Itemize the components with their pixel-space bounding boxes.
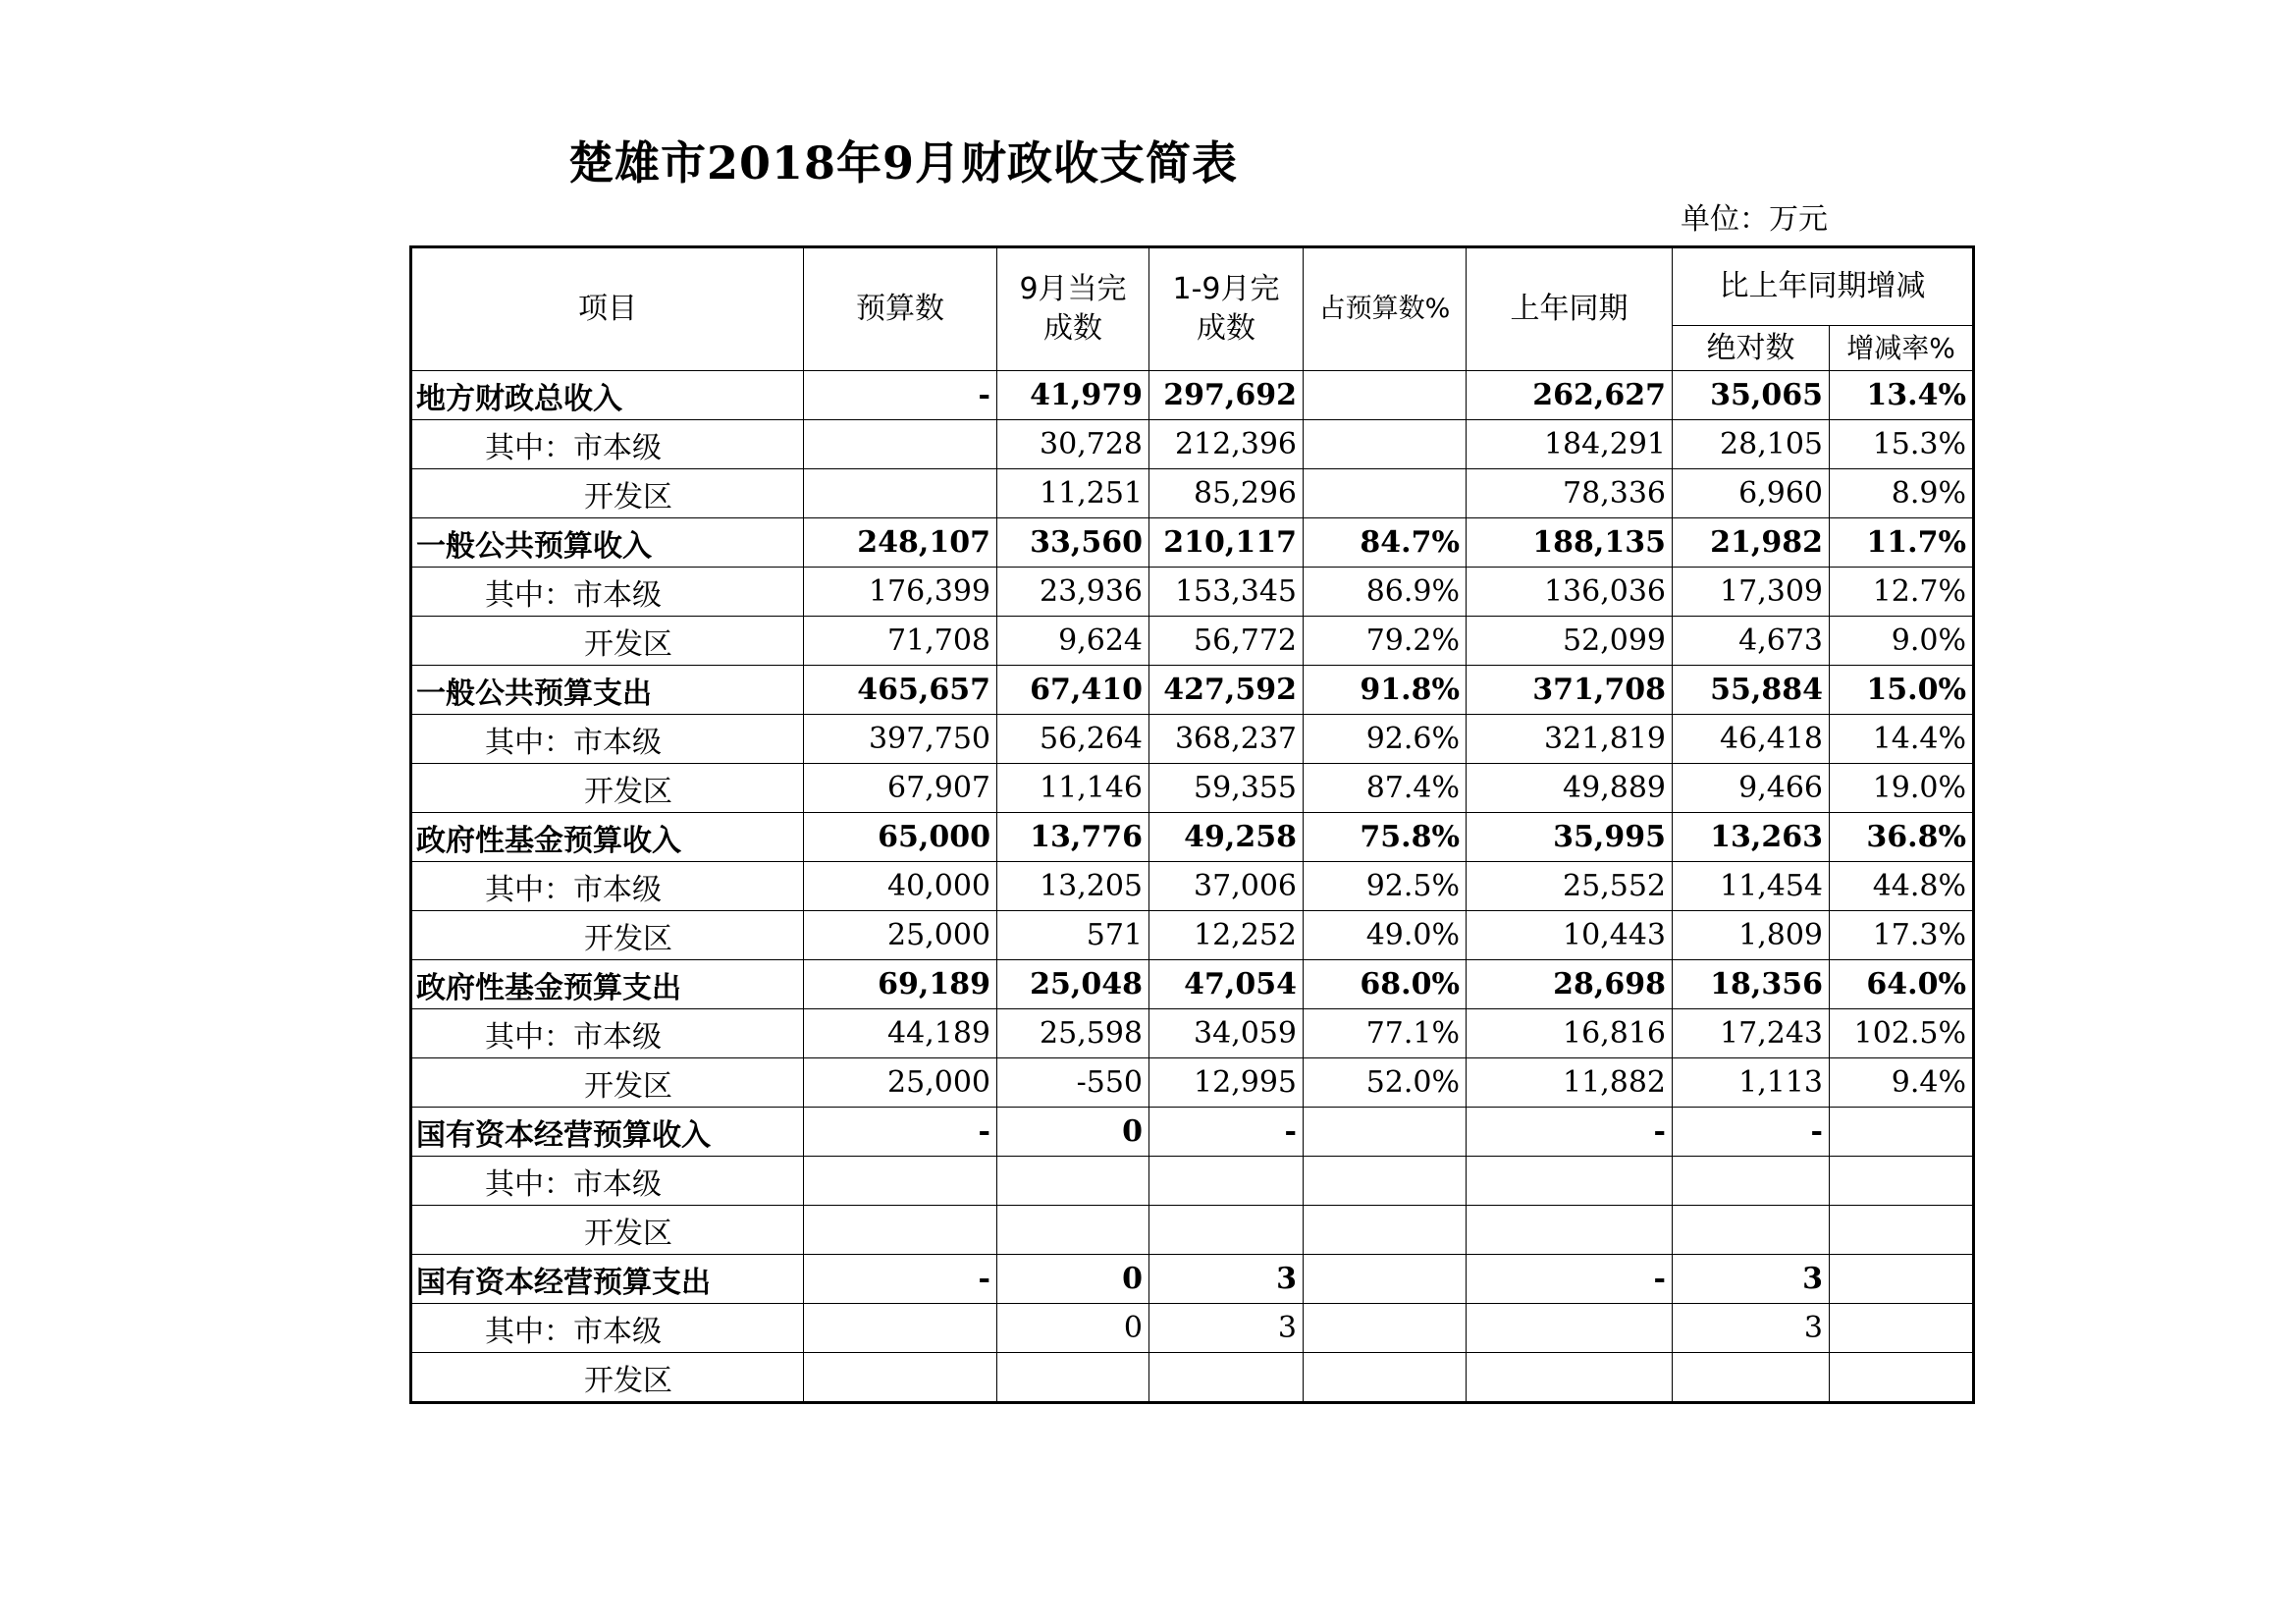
cell-rate: 9.4%: [1830, 1058, 1974, 1108]
table-row: [411, 1304, 1974, 1353]
cell-last: 28,698: [1467, 960, 1673, 1009]
cell-last: [1467, 1353, 1673, 1403]
cell-name: 地方财政总收入: [411, 371, 804, 420]
cell-sep: -550: [997, 1058, 1149, 1108]
header-sep-done: [997, 247, 1149, 371]
cell-last: 262,627: [1467, 371, 1673, 420]
cell-ytd: 12,995: [1149, 1058, 1304, 1108]
cell-budget: 25,000: [804, 911, 997, 960]
cell-last: 136,036: [1467, 568, 1673, 617]
cell-name: 政府性基金预算收入: [411, 813, 804, 862]
cell-pct: 75.8%: [1304, 813, 1467, 862]
cell-rate: 9.0%: [1830, 617, 1974, 666]
cell-sep: 30,728: [997, 420, 1149, 469]
cell-name: 其中：市本级: [411, 715, 804, 764]
cell-rate: 44.8%: [1830, 862, 1974, 911]
table-row: [411, 1255, 1974, 1304]
cell-ytd: 210,117: [1149, 518, 1304, 568]
cell-last: -: [1467, 1255, 1673, 1304]
cell-name: 开发区: [411, 469, 804, 518]
table-row: [411, 1353, 1974, 1403]
cell-rate: [1830, 1157, 1974, 1206]
cell-rate: 102.5%: [1830, 1009, 1974, 1058]
cell-last: [1467, 1206, 1673, 1255]
cell-ytd: 56,772: [1149, 617, 1304, 666]
cell-ytd: [1149, 1353, 1304, 1403]
cell-budget: [804, 469, 997, 518]
cell-name: 一般公共预算支出: [411, 666, 804, 715]
cell-ytd: 49,258: [1149, 813, 1304, 862]
cell-ytd: 37,006: [1149, 862, 1304, 911]
cell-pct: 92.5%: [1304, 862, 1467, 911]
cell-pct: 52.0%: [1304, 1058, 1467, 1108]
cell-abs: [1673, 1206, 1830, 1255]
cell-abs: [1673, 1353, 1830, 1403]
cell-rate: 11.7%: [1830, 518, 1974, 568]
cell-rate: 36.8%: [1830, 813, 1974, 862]
cell-last: 49,889: [1467, 764, 1673, 813]
cell-name: 开发区: [411, 1206, 804, 1255]
cell-name: 开发区: [411, 1353, 804, 1403]
cell-pct: [1304, 1353, 1467, 1403]
cell-last: 35,995: [1467, 813, 1673, 862]
cell-sep: [997, 1157, 1149, 1206]
cell-rate: [1830, 1304, 1974, 1353]
cell-budget: [804, 1157, 997, 1206]
cell-sep: 0: [997, 1255, 1149, 1304]
cell-pct: 87.4%: [1304, 764, 1467, 813]
cell-ytd: 59,355: [1149, 764, 1304, 813]
cell-sep: 13,205: [997, 862, 1149, 911]
cell-ytd: 153,345: [1149, 568, 1304, 617]
cell-abs: 46,418: [1673, 715, 1830, 764]
cell-rate: 17.3%: [1830, 911, 1974, 960]
table-row: [411, 960, 1974, 1009]
cell-budget: 40,000: [804, 862, 997, 911]
cell-rate: 15.3%: [1830, 420, 1974, 469]
table-row: [411, 1206, 1974, 1255]
cell-abs: 55,884: [1673, 666, 1830, 715]
cell-name: 一般公共预算收入: [411, 518, 804, 568]
cell-name: 其中：市本级: [411, 568, 804, 617]
cell-ytd: 12,252: [1149, 911, 1304, 960]
cell-pct: [1304, 1108, 1467, 1157]
cell-abs: 13,263: [1673, 813, 1830, 862]
cell-last: 321,819: [1467, 715, 1673, 764]
cell-sep: 11,251: [997, 469, 1149, 518]
cell-last: [1467, 1304, 1673, 1353]
table-row: [411, 420, 1974, 469]
cell-abs: -: [1673, 1108, 1830, 1157]
cell-rate: 64.0%: [1830, 960, 1974, 1009]
cell-sep: 33,560: [997, 518, 1149, 568]
cell-name: 其中：市本级: [411, 862, 804, 911]
cell-sep: 13,776: [997, 813, 1149, 862]
cell-abs: 6,960: [1673, 469, 1830, 518]
cell-name: 其中：市本级: [411, 1304, 804, 1353]
cell-ytd: [1149, 1157, 1304, 1206]
cell-sep: 67,410: [997, 666, 1149, 715]
cell-rate: 14.4%: [1830, 715, 1974, 764]
cell-sep: 571: [997, 911, 1149, 960]
cell-ytd: 85,296: [1149, 469, 1304, 518]
cell-pct: 77.1%: [1304, 1009, 1467, 1058]
table-row: [411, 666, 1974, 715]
cell-ytd: 212,396: [1149, 420, 1304, 469]
table-row: [411, 764, 1974, 813]
cell-pct: 92.6%: [1304, 715, 1467, 764]
cell-last: 371,708: [1467, 666, 1673, 715]
cell-last: 188,135: [1467, 518, 1673, 568]
cell-ytd: 3: [1149, 1255, 1304, 1304]
cell-budget: 465,657: [804, 666, 997, 715]
cell-ytd: 427,592: [1149, 666, 1304, 715]
table-row: [411, 617, 1974, 666]
cell-pct: [1304, 1304, 1467, 1353]
cell-budget: -: [804, 1255, 997, 1304]
finance-table: [409, 245, 1975, 1404]
cell-ytd: 368,237: [1149, 715, 1304, 764]
cell-last: 10,443: [1467, 911, 1673, 960]
cell-pct: 84.7%: [1304, 518, 1467, 568]
cell-abs: 35,065: [1673, 371, 1830, 420]
table-row: [411, 1157, 1974, 1206]
cell-abs: [1673, 1157, 1830, 1206]
cell-name: 开发区: [411, 911, 804, 960]
cell-pct: 86.9%: [1304, 568, 1467, 617]
table-row: [411, 911, 1974, 960]
table-row: [411, 568, 1974, 617]
cell-last: [1467, 1157, 1673, 1206]
cell-sep: 25,048: [997, 960, 1149, 1009]
cell-budget: 44,189: [804, 1009, 997, 1058]
cell-abs: 11,454: [1673, 862, 1830, 911]
cell-rate: 15.0%: [1830, 666, 1974, 715]
cell-name: 其中：市本级: [411, 420, 804, 469]
cell-ytd: 47,054: [1149, 960, 1304, 1009]
cell-abs: 3: [1673, 1304, 1830, 1353]
cell-pct: [1304, 420, 1467, 469]
cell-ytd: [1149, 1206, 1304, 1255]
cell-pct: 49.0%: [1304, 911, 1467, 960]
cell-abs: 1,113: [1673, 1058, 1830, 1108]
cell-ytd: 3: [1149, 1304, 1304, 1353]
cell-pct: 79.2%: [1304, 617, 1467, 666]
cell-sep: [997, 1206, 1149, 1255]
cell-pct: [1304, 371, 1467, 420]
cell-name: 其中：市本级: [411, 1157, 804, 1206]
cell-rate: 13.4%: [1830, 371, 1974, 420]
cell-sep: 41,979: [997, 371, 1149, 420]
cell-pct: 68.0%: [1304, 960, 1467, 1009]
cell-rate: 8.9%: [1830, 469, 1974, 518]
cell-budget: -: [804, 1108, 997, 1157]
cell-name: 政府性基金预算支出: [411, 960, 804, 1009]
cell-sep: [997, 1353, 1149, 1403]
header-ytd-done: [1149, 247, 1304, 371]
cell-last: 184,291: [1467, 420, 1673, 469]
cell-budget: 176,399: [804, 568, 997, 617]
header-abs: 绝对数: [1673, 326, 1830, 371]
cell-rate: [1830, 1206, 1974, 1255]
cell-abs: 18,356: [1673, 960, 1830, 1009]
cell-name: 开发区: [411, 617, 804, 666]
header-rate: 增减率%: [1830, 326, 1974, 371]
cell-sep: 9,624: [997, 617, 1149, 666]
cell-budget: 25,000: [804, 1058, 997, 1108]
cell-sep: 11,146: [997, 764, 1149, 813]
cell-ytd: 297,692: [1149, 371, 1304, 420]
header-budget: 预算数: [804, 247, 997, 371]
cell-rate: 19.0%: [1830, 764, 1974, 813]
cell-sep: 0: [997, 1108, 1149, 1157]
cell-name: 开发区: [411, 1058, 804, 1108]
cell-abs: 28,105: [1673, 420, 1830, 469]
cell-rate: [1830, 1108, 1974, 1157]
cell-budget: 65,000: [804, 813, 997, 862]
header-last-year: 上年同期: [1467, 247, 1673, 371]
cell-pct: 91.8%: [1304, 666, 1467, 715]
cell-budget: [804, 1353, 997, 1403]
page-title: 楚雄市2018年9月财政收支简表: [567, 136, 1239, 189]
table-row: [411, 1009, 1974, 1058]
cell-name: 国有资本经营预算支出: [411, 1255, 804, 1304]
header-ytd-done-text: 1-9月完成数: [1172, 272, 1280, 346]
cell-rate: 12.7%: [1830, 568, 1974, 617]
cell-abs: 1,809: [1673, 911, 1830, 960]
table-row: [411, 862, 1974, 911]
cell-abs: 17,309: [1673, 568, 1830, 617]
cell-name: 国有资本经营预算收入: [411, 1108, 804, 1157]
table-row: [411, 469, 1974, 518]
cell-budget: [804, 1206, 997, 1255]
cell-sep: 56,264: [997, 715, 1149, 764]
cell-last: 11,882: [1467, 1058, 1673, 1108]
cell-pct: [1304, 1255, 1467, 1304]
cell-sep: 25,598: [997, 1009, 1149, 1058]
cell-last: -: [1467, 1108, 1673, 1157]
cell-abs: 21,982: [1673, 518, 1830, 568]
header-pct-budget: 占预算数%: [1304, 247, 1467, 371]
cell-budget: -: [804, 371, 997, 420]
table-row: [411, 518, 1974, 568]
cell-rate: [1830, 1353, 1974, 1403]
table-body: [411, 371, 1974, 1403]
cell-name: 开发区: [411, 764, 804, 813]
cell-budget: [804, 1304, 997, 1353]
cell-abs: 4,673: [1673, 617, 1830, 666]
table-row: [411, 1108, 1974, 1157]
cell-name: 其中：市本级: [411, 1009, 804, 1058]
unit-label: 单位：万元: [1681, 202, 1828, 237]
cell-abs: 3: [1673, 1255, 1830, 1304]
cell-pct: [1304, 1206, 1467, 1255]
table-row: [411, 371, 1974, 420]
cell-ytd: 34,059: [1149, 1009, 1304, 1058]
cell-pct: [1304, 469, 1467, 518]
cell-sep: 0: [997, 1304, 1149, 1353]
cell-abs: 17,243: [1673, 1009, 1830, 1058]
header-change-group: 比上年同期增减: [1673, 247, 1974, 326]
cell-budget: 397,750: [804, 715, 997, 764]
header-item: 项目: [411, 247, 804, 371]
cell-budget: 67,907: [804, 764, 997, 813]
cell-budget: 69,189: [804, 960, 997, 1009]
cell-sep: 23,936: [997, 568, 1149, 617]
cell-abs: 9,466: [1673, 764, 1830, 813]
cell-budget: 71,708: [804, 617, 997, 666]
cell-pct: [1304, 1157, 1467, 1206]
table-row: [411, 1058, 1974, 1108]
cell-budget: 248,107: [804, 518, 997, 568]
cell-rate: [1830, 1255, 1974, 1304]
cell-last: 52,099: [1467, 617, 1673, 666]
table-row: [411, 813, 1974, 862]
table-row: [411, 715, 1974, 764]
cell-budget: [804, 420, 997, 469]
header-sep-done-text: 9月当完成数: [1019, 272, 1127, 346]
cell-last: 25,552: [1467, 862, 1673, 911]
cell-last: 78,336: [1467, 469, 1673, 518]
cell-ytd: -: [1149, 1108, 1304, 1157]
cell-last: 16,816: [1467, 1009, 1673, 1058]
